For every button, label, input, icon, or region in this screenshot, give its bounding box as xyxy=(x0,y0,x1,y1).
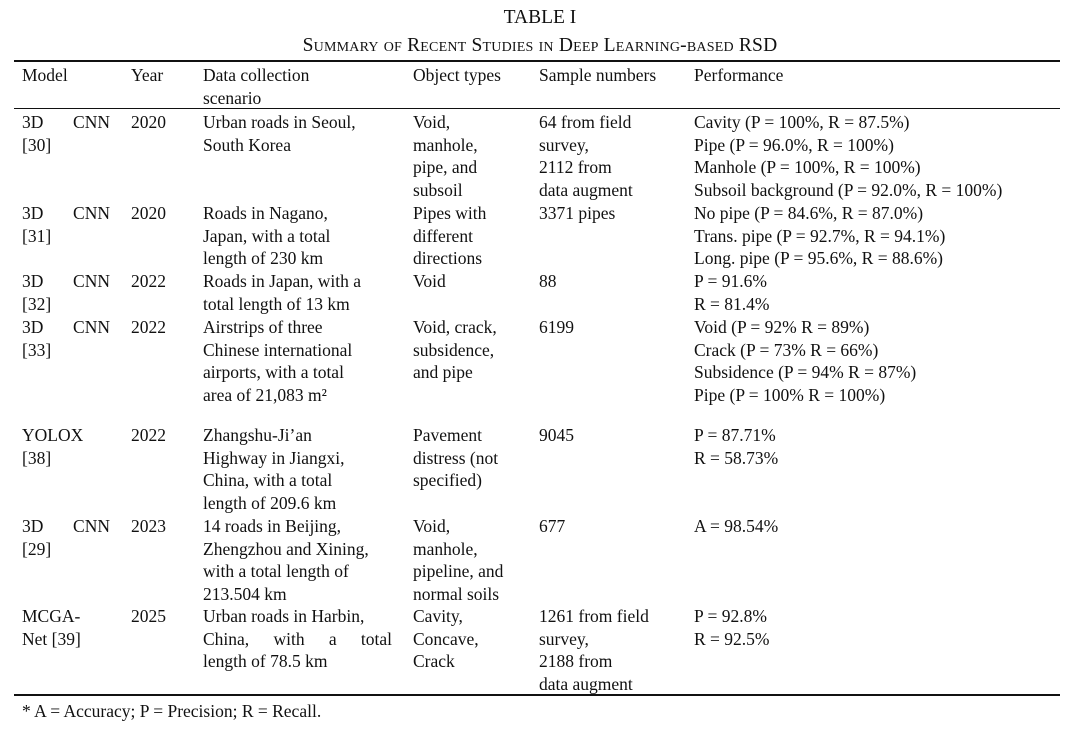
cell-line: 6199 xyxy=(539,317,574,337)
cell-sample-numbers xyxy=(539,316,574,339)
cell-line: Net [39] xyxy=(22,628,81,649)
cell-line: 88 xyxy=(539,271,557,291)
cell-object-types xyxy=(413,111,478,201)
cell-line: subsidence, xyxy=(413,339,495,360)
cell-year: 2022 xyxy=(131,271,166,291)
cell-line: Trans. pipe (P = 92.7%, R = 94.1%) xyxy=(694,225,946,246)
cell-line: No pipe (P = 84.6%, R = 87.0%) xyxy=(694,203,924,223)
table-title: TABLE I xyxy=(503,7,577,28)
cell-line: survey, xyxy=(539,134,589,155)
cell-model xyxy=(22,605,114,650)
cell-line: Roads in Japan, with a xyxy=(203,271,361,291)
cell-performance xyxy=(694,111,1002,201)
cell-line: P = 92.8% xyxy=(694,606,767,626)
cell-object-types xyxy=(413,316,497,384)
cell-line: length of 78.5 km xyxy=(203,651,328,671)
model-word: 3D xyxy=(22,317,44,337)
cell-line: 3371 pipes xyxy=(539,203,616,223)
cell-object-types xyxy=(413,270,446,293)
cell-year: 2022 xyxy=(131,317,166,337)
header-year: Year xyxy=(131,65,164,85)
cell-model xyxy=(22,111,114,156)
cell-line: Void, xyxy=(413,516,451,536)
cell-line: Crack xyxy=(413,651,455,671)
header-object-types: Object types xyxy=(413,65,501,85)
cell-line: Pipes with xyxy=(413,203,487,223)
cell-sample-numbers xyxy=(539,424,574,447)
table-footnote: * A = Accuracy; P = Precision; R = Recall. xyxy=(22,701,322,721)
model-word: 3D xyxy=(22,203,44,223)
cell-object-types xyxy=(413,424,498,492)
cell-performance xyxy=(694,424,778,469)
model-word: CNN xyxy=(73,112,110,132)
cell-line: subsoil xyxy=(413,179,463,200)
cell-line: Void (P = 92% R = 89%) xyxy=(694,317,870,337)
cell-sample-numbers xyxy=(539,202,615,225)
cell-line: pipe, and xyxy=(413,157,478,177)
cell-line: length of 230 km xyxy=(203,248,324,268)
cell-model xyxy=(22,424,114,469)
cell-line: Pavement xyxy=(413,425,483,445)
cell-line: different xyxy=(413,225,473,246)
cell-line: survey, xyxy=(539,628,589,649)
cell-line: Void, xyxy=(413,112,451,132)
cell-line: Airstrips of three xyxy=(203,317,323,337)
cell-model xyxy=(22,515,114,560)
cell-line: 213.504 km xyxy=(203,583,287,604)
cell-sample-numbers xyxy=(539,605,649,695)
cell-year: 2022 xyxy=(131,425,166,445)
cell-line: area of 21,083 m² xyxy=(203,384,327,405)
header-rule xyxy=(14,108,1060,109)
cell-line: China, with a total xyxy=(203,470,333,490)
cell-line: [38] xyxy=(22,447,52,468)
header-performance: Performance xyxy=(694,65,784,85)
cell-line: [31] xyxy=(22,225,52,246)
cell-line: R = 58.73% xyxy=(694,447,779,468)
top-rule xyxy=(14,60,1060,62)
cell-line: 2188 from xyxy=(539,651,613,671)
cell-year: 2020 xyxy=(131,203,166,223)
header-sample-numbers: Sample numbers xyxy=(539,65,657,85)
cell-year: 2025 xyxy=(131,606,166,626)
cell-line: with a total length of xyxy=(203,561,349,581)
cell-line: Cavity, xyxy=(413,606,463,626)
cell-line: Roads in Nagano, xyxy=(203,203,328,223)
cell-line: A = 98.54% xyxy=(694,516,779,536)
model-word: 3D xyxy=(22,112,44,132)
cell-line: pipeline, and xyxy=(413,561,504,581)
cell-line: 14 roads in Beijing, xyxy=(203,516,342,536)
cell-line: Urban roads in Harbin, xyxy=(203,606,365,626)
cell-line: 1261 from field xyxy=(539,606,649,626)
cell-line: data augment xyxy=(539,179,633,200)
cell-line: Void, crack, xyxy=(413,317,497,337)
cell-line: R = 81.4% xyxy=(694,293,770,314)
cell-line: Crack (P = 73% R = 66%) xyxy=(694,339,879,360)
cell-line: Manhole (P = 100%, R = 100%) xyxy=(694,157,921,177)
cell-line: airports, with a total xyxy=(203,362,344,382)
cell-line: P = 91.6% xyxy=(694,271,767,291)
cell-line: distress (not xyxy=(413,447,499,468)
cell-sample-numbers xyxy=(539,515,565,538)
model-word: 3D xyxy=(22,271,44,291)
cell-line xyxy=(22,515,110,538)
cell-model xyxy=(22,270,114,315)
cell-line: and pipe xyxy=(413,362,473,382)
cell-line: R = 92.5% xyxy=(694,628,770,649)
cell-line: 9045 xyxy=(539,425,574,445)
cell-line: MCGA- xyxy=(22,606,81,626)
header-scenario-line: Data collection xyxy=(203,65,310,85)
cell-performance xyxy=(694,605,770,650)
cell-line: Urban roads in Seoul, xyxy=(203,112,356,132)
header-scenario xyxy=(203,64,309,109)
cell-object-types xyxy=(413,202,486,270)
cell-year: 2020 xyxy=(131,112,166,132)
cell-model xyxy=(22,316,114,361)
cell-line: 677 xyxy=(539,516,566,536)
cell-line: P = 87.71% xyxy=(694,425,776,445)
cell-line: Cavity (P = 100%, R = 87.5%) xyxy=(694,112,910,132)
cell-line: Pipe (P = 100% R = 100%) xyxy=(694,384,886,405)
cell-line: Subsoil background (P = 92.0%, R = 100%) xyxy=(694,179,1003,200)
cell-scenario xyxy=(203,111,356,156)
cell-performance xyxy=(694,270,770,315)
model-word: 3D xyxy=(22,516,44,536)
cell-line: Pipe (P = 96.0%, R = 100%) xyxy=(694,134,894,155)
cell-sample-numbers xyxy=(539,111,633,201)
cell-scenario xyxy=(203,515,369,605)
cell-line: [33] xyxy=(22,339,52,360)
cell-performance xyxy=(694,515,778,538)
cell-line: South Korea xyxy=(203,134,291,155)
cell-model xyxy=(22,202,114,247)
cell-line: Void xyxy=(413,271,446,291)
cell-object-types xyxy=(413,605,479,673)
model-word: CNN xyxy=(73,271,110,291)
cell-line: directions xyxy=(413,248,483,268)
cell-line: 2112 from xyxy=(539,157,612,177)
cell-year: 2023 xyxy=(131,516,166,536)
cell-line xyxy=(22,316,110,339)
cell-line: YOLOX xyxy=(22,425,84,445)
cell-line: [32] xyxy=(22,293,52,314)
cell-line: length of 209.6 km xyxy=(203,492,337,513)
cell-line: Long. pipe (P = 95.6%, R = 88.6%) xyxy=(694,248,943,268)
cell-line: manhole, xyxy=(413,134,478,155)
cell-line: Zhengzhou and Xining, xyxy=(203,538,369,559)
model-word: CNN xyxy=(73,317,110,337)
cell-line: 64 from field xyxy=(539,112,632,132)
cell-line: [29] xyxy=(22,538,52,559)
cell-line: total length of 13 km xyxy=(203,293,350,314)
cell-line: Chinese international xyxy=(203,339,353,360)
cell-line xyxy=(22,111,110,134)
cell-scenario xyxy=(203,316,352,406)
cell-line: Japan, with a total xyxy=(203,225,331,246)
cell-scenario xyxy=(203,424,344,514)
cell-line: China, with a total xyxy=(203,628,392,649)
header-scenario-line: scenario xyxy=(203,87,262,108)
table-subtitle: Summary of Recent Studies in Deep Learning-based RSD xyxy=(302,35,778,56)
cell-line: normal soils xyxy=(413,583,500,604)
cell-line: Subsidence (P = 94% R = 87%) xyxy=(694,362,917,382)
cell-performance xyxy=(694,202,945,270)
cell-line: Zhangshu-Ji’an xyxy=(203,425,312,445)
cell-sample-numbers xyxy=(539,270,557,293)
model-word: CNN xyxy=(73,203,110,223)
cell-line xyxy=(22,270,110,293)
cell-scenario xyxy=(203,605,392,673)
cell-scenario xyxy=(203,202,330,270)
bottom-rule xyxy=(14,694,1060,696)
model-word: CNN xyxy=(73,516,110,536)
cell-line: specified) xyxy=(413,470,482,490)
cell-scenario xyxy=(203,270,361,315)
cell-object-types xyxy=(413,515,503,605)
header-model: Model xyxy=(22,65,68,85)
cell-line: manhole, xyxy=(413,538,478,559)
cell-performance xyxy=(694,316,916,406)
cell-line: data augment xyxy=(539,673,633,694)
cell-line: Concave, xyxy=(413,628,479,649)
cell-line xyxy=(22,202,110,225)
cell-line: [30] xyxy=(22,134,52,155)
cell-line: Highway in Jiangxi, xyxy=(203,447,345,468)
